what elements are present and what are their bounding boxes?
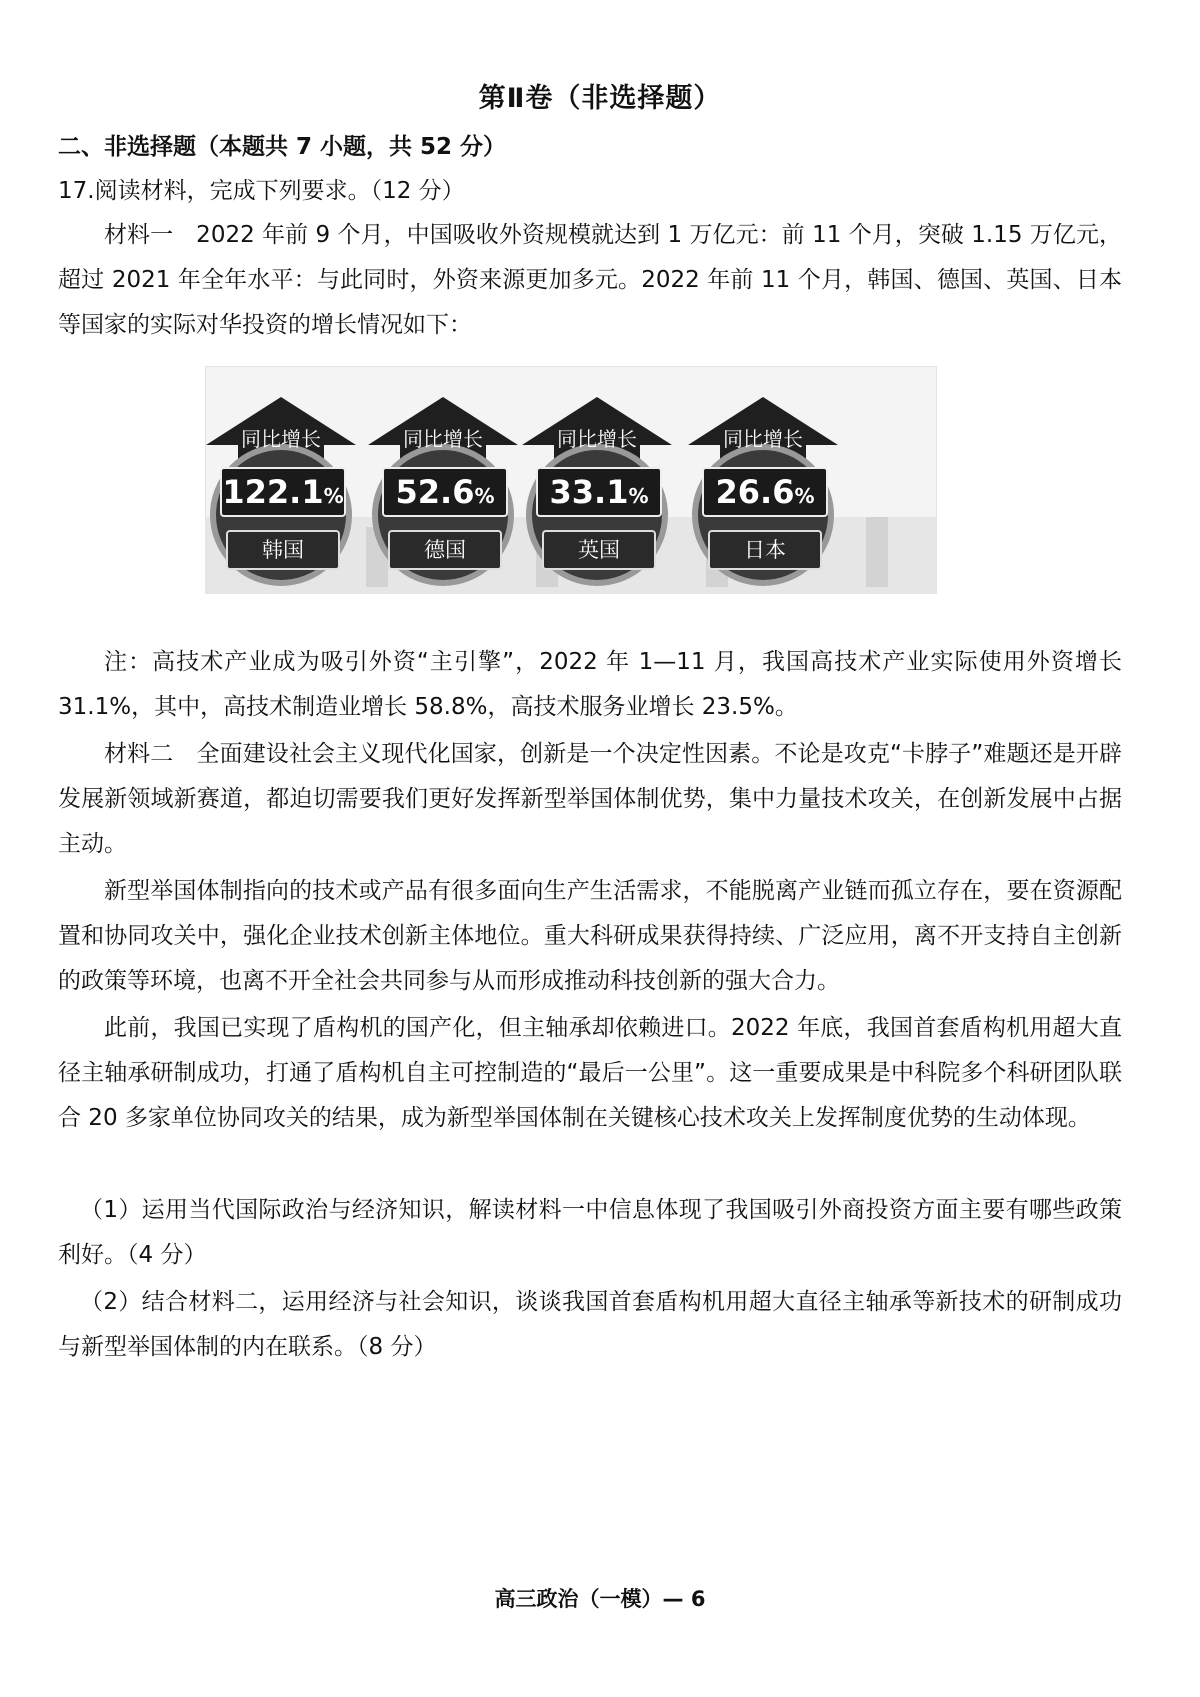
material-two-paragraph-3: 此前，我国已实现了盾构机的国产化，但主轴承却依赖进口。2022 年底，我国首套盾构机用超大直径主轴承研制成功，打通了盾构机自主可控制造的“最后一公里”。这一重要成果是中科院多个科研团队联合 20 多家单位协同攻关的结果，成为新型举国体制在关键核心技术攻关上发挥制度优势的生动体现。 (58, 1015, 1122, 1131)
sub-question-2: （2）结合材料二，运用经济与社会知识，谈谈我国首套盾构机用超大直径主轴承等新技术的研制成功与新型举国体制的内在联系。（8 分） (58, 1289, 1122, 1360)
country-label: 英国 (542, 530, 656, 570)
country-label: 日本 (708, 530, 822, 570)
section-heading: 二、非选择题（本题共 7 小题，共 52 分） (58, 134, 507, 160)
growth-value: 52.6% (382, 467, 508, 517)
growth-card-germany (368, 397, 528, 593)
page-title: 第Ⅱ卷（非选择题） (478, 83, 722, 114)
page-footer: 高三政治（一模）— 6 (494, 1587, 706, 1611)
growth-value: 33.1% (536, 467, 662, 517)
country-label: 韩国 (226, 530, 340, 570)
growth-label: 同比增长 (557, 427, 637, 451)
question-heading: 17.阅读材料，完成下列要求。（12 分） (58, 178, 465, 204)
growth-value: 26.6% (702, 467, 828, 517)
growth-card-uk (522, 397, 682, 593)
material-two-paragraph-1: 材料二 全面建设社会主义现代化国家，创新是一个决定性因素。不论是攻克“卡脖子”难题还是开辟发展新领域新赛道，都迫切需要我们更好发挥新型举国体制优势，集中力量技术攻关，在创新发展中占据主动。 (58, 741, 1122, 857)
growth-label: 同比增长 (241, 427, 321, 451)
investment-growth-figure (205, 366, 937, 594)
material-one-paragraph: 材料一 2022 年前 9 个月，中国吸收外资规模就达到 1 万亿元：前 11 个月，突破 1.15 万亿元，超过 2021 年全年水平：与此同时，外资来源更加多元。2022 年前 11 个月，韩国、德国、英国、日本等国家的实际对华投资的增长情况如下： (58, 222, 1122, 338)
country-label: 德国 (388, 530, 502, 570)
growth-label: 同比增长 (723, 427, 803, 451)
figure-note: 注：高技术产业成为吸引外资“主引擎”，2022 年 1—11 月，我国高技术产业实际使用外资增长 31.1%，其中，高技术制造业增长 58.8%，高技术服务业增长 23.5%。 (58, 649, 1122, 720)
growth-label: 同比增长 (403, 427, 483, 451)
growth-value: 122.1% (220, 467, 346, 517)
growth-card-japan (688, 397, 848, 593)
growth-card-korea (206, 397, 366, 593)
material-two-paragraph-2: 新型举国体制指向的技术或产品有很多面向生产生活需求，不能脱离产业链而孤立存在，要在资源配置和协同攻关中，强化企业技术创新主体地位。重大科研成果获得持续、广泛应用，离不开支持自主创新的政策等环境，也离不开全社会共同参与从而形成推动科技创新的强大合力。 (58, 878, 1122, 994)
sub-question-1: （1）运用当代国际政治与经济知识，解读材料一中信息体现了我国吸引外商投资方面主要有哪些政策利好。（4 分） (58, 1197, 1122, 1268)
